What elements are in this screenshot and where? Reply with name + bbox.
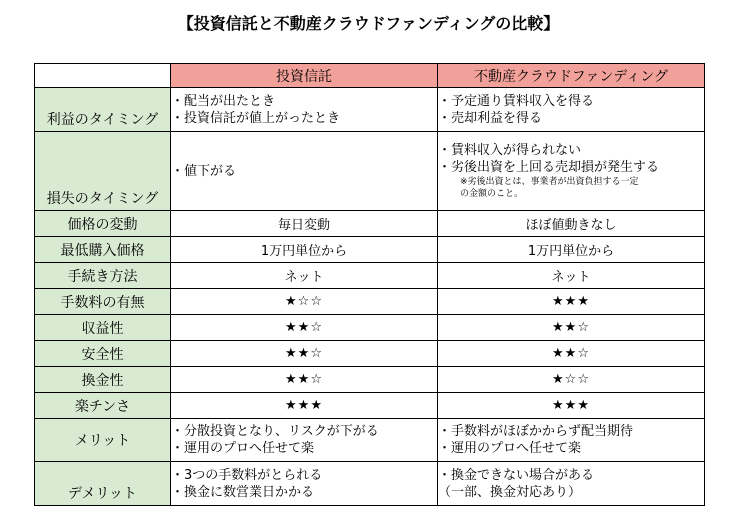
star-rating-investment-trust: ★★☆ bbox=[171, 315, 438, 341]
cell-investment-trust bbox=[171, 88, 438, 132]
star-rating-investment-trust: ★★☆ bbox=[171, 341, 438, 367]
star-rating-investment-trust: ★☆☆ bbox=[171, 289, 438, 315]
table-row-profit-timing bbox=[35, 88, 705, 132]
cell-crowdfunding bbox=[438, 132, 705, 211]
cell-investment-trust bbox=[171, 419, 438, 462]
table-row-liquidity bbox=[35, 367, 705, 393]
cell-investment-trust: 毎日変動 bbox=[171, 211, 438, 237]
cell-investment-trust bbox=[171, 462, 438, 506]
footnote-text: の金額のこと。 bbox=[460, 189, 524, 199]
star-rating-crowdfunding: ★★☆ bbox=[438, 341, 705, 367]
comparison-table bbox=[34, 63, 705, 506]
row-label: 収益性 bbox=[35, 315, 171, 341]
list-item: ・運用のプロへ任せて楽 bbox=[171, 441, 315, 456]
row-label: 手数料の有無 bbox=[35, 289, 171, 315]
header-real-estate-crowdfunding: 不動産クラウドファンディング bbox=[438, 64, 705, 88]
list-item: （一部、換金対応あり） bbox=[438, 484, 582, 500]
star-rating-crowdfunding: ★★★ bbox=[438, 289, 705, 315]
list-item: ・換金に数営業日かかる bbox=[171, 484, 315, 500]
list-item: ・予定通り賃料収入を得る bbox=[438, 93, 595, 109]
page-title: 【投資信託と不動産クラウドファンディングの比較】 bbox=[177, 14, 560, 33]
cell-crowdfunding: ネット bbox=[438, 263, 705, 289]
list-item: ・投資信託が値上がったとき bbox=[171, 110, 341, 126]
table-row-merit bbox=[35, 419, 705, 462]
table-row-procedure bbox=[35, 263, 705, 289]
header-corner-cell bbox=[35, 64, 171, 88]
list-item: ・売却利益を得る bbox=[438, 110, 543, 126]
list-item: ・3つの手数料がとられる bbox=[171, 467, 323, 483]
header-investment-trust: 投資信託 bbox=[171, 64, 438, 88]
row-label: 換金性 bbox=[35, 367, 171, 393]
row-label: 利益のタイミング bbox=[35, 88, 171, 132]
star-rating-investment-trust: ★★★ bbox=[171, 393, 438, 419]
row-label: デメリット bbox=[35, 462, 171, 506]
table-row-fee bbox=[35, 289, 705, 315]
list-item: ・分散投資となり、リスクが下がる bbox=[171, 424, 379, 439]
list-item: ・配当が出たとき bbox=[171, 93, 276, 109]
row-label: 安全性 bbox=[35, 341, 171, 367]
row-label: 楽チンさ bbox=[35, 393, 171, 419]
cell-crowdfunding: ほぼ値動きなし bbox=[438, 211, 705, 237]
cell-investment-trust bbox=[171, 132, 438, 211]
cell-investment-trust: 1万円単位から bbox=[171, 237, 438, 263]
list-item: ・手数料がほぼかからず配当期待 bbox=[438, 424, 634, 439]
cell-crowdfunding bbox=[438, 462, 705, 506]
list-item: ・賃料収入が得られない bbox=[438, 143, 582, 158]
table-row-profitability bbox=[35, 315, 705, 341]
table-header-row bbox=[35, 64, 705, 88]
row-label: 最低購入価格 bbox=[35, 237, 171, 263]
list-item: ・値下がる bbox=[171, 163, 237, 179]
table-row-min-price bbox=[35, 237, 705, 263]
table-row-safety bbox=[35, 341, 705, 367]
table-row-demerit bbox=[35, 462, 705, 506]
cell-crowdfunding bbox=[438, 88, 705, 132]
list-item: ・運用のプロへ任せて楽 bbox=[438, 441, 582, 456]
table-row-price-change bbox=[35, 211, 705, 237]
cell-crowdfunding bbox=[438, 419, 705, 462]
row-label: 手続き方法 bbox=[35, 263, 171, 289]
row-label: メリット bbox=[35, 419, 171, 462]
footnote-text: ※劣後出資とは、事業者が出資負担する一定 bbox=[460, 177, 639, 187]
star-rating-investment-trust: ★★☆ bbox=[171, 367, 438, 393]
cell-crowdfunding: 1万円単位から bbox=[438, 237, 705, 263]
star-rating-crowdfunding: ★★☆ bbox=[438, 315, 705, 341]
table-row-ease bbox=[35, 393, 705, 419]
row-label: 損失のタイミング bbox=[35, 132, 171, 211]
table-row-loss-timing bbox=[35, 132, 705, 211]
list-item: ・換金できない場合がある bbox=[438, 467, 595, 483]
cell-investment-trust: ネット bbox=[171, 263, 438, 289]
star-rating-crowdfunding: ★☆☆ bbox=[438, 367, 705, 393]
row-label: 価格の変動 bbox=[35, 211, 171, 237]
list-item: ・劣後出資を上回る売却損が発生する bbox=[438, 160, 660, 175]
star-rating-crowdfunding: ★★★ bbox=[438, 393, 705, 419]
